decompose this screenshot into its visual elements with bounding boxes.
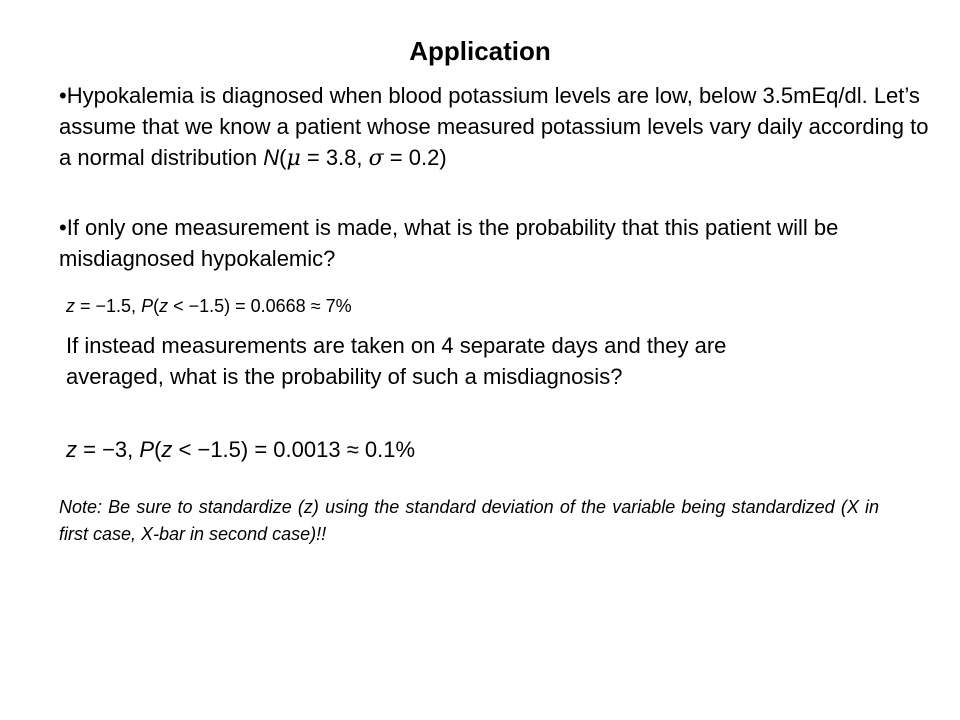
- p-variable: P: [141, 296, 154, 316]
- distribution-open: (: [279, 145, 287, 170]
- mu-symbol: μ: [286, 146, 301, 171]
- p-variable: P: [139, 437, 155, 462]
- mu-value: = 3.8,: [300, 145, 369, 170]
- standardization-note: Note: Be sure to standardize (z) using the standard deviation of the variable being standardized (X in first case, X-bar in second case)!!: [59, 497, 879, 544]
- probability-value: < −1.5) = 0.0668 ≈ 7%: [168, 296, 352, 316]
- z-variable: z: [66, 437, 77, 462]
- bullet-text: If only one measurement is made, what is the probability that this patient will be misdiagnosed hypokalemic?: [59, 215, 839, 271]
- answer-averaged-measurements: [66, 434, 415, 465]
- p-open: (: [153, 296, 160, 316]
- probability-value: < −1.5) = 0.0013 ≈ 0.1%: [172, 437, 416, 462]
- p-z-variable: z: [159, 296, 169, 316]
- z-variable: z: [66, 296, 75, 316]
- sigma-symbol: σ: [368, 146, 384, 171]
- slide-title: Application: [409, 36, 551, 66]
- question-averaged-measurements: If instead measurements are taken on 4 separate days and they are averaged, what is the probability of such a misdiagnosis?: [66, 333, 727, 389]
- bullet-marker: •: [59, 215, 67, 240]
- z-value: = −3,: [77, 437, 140, 462]
- answer-single-measurement: [66, 293, 352, 319]
- bullet-hypokalemia: [59, 80, 929, 174]
- p-z-variable: z: [161, 437, 173, 462]
- distribution-name: N: [263, 145, 280, 170]
- bullet-single-measurement: [59, 212, 929, 274]
- sigma-value: = 0.2): [383, 145, 447, 170]
- p-open: (: [154, 437, 162, 462]
- z-value: = −1.5,: [75, 296, 142, 316]
- bullet-text: Hypokalemia is diagnosed when blood potassium levels are low, below 3.5mEq/dl. Let’s assume that we know a patient whose measured potassium levels vary daily according to a normal distribution: [59, 83, 929, 170]
- bullet-marker: •: [59, 83, 67, 108]
